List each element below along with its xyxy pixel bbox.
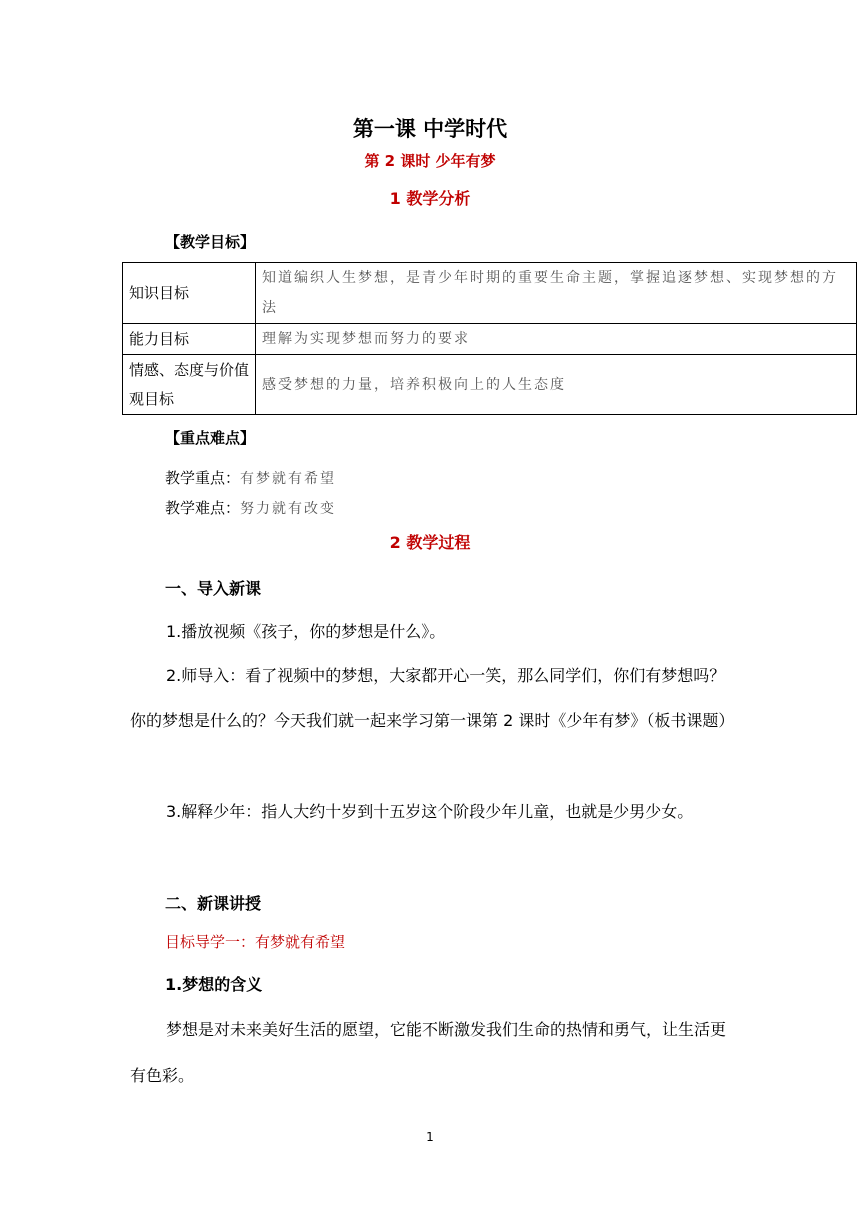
goal-label-emotion: 情感、态度与价值观目标 [123,355,256,415]
section-teaching-process: 2 教学过程 [389,533,471,552]
goal-content-emotion: 感受梦想的力量，培养积极向上的人生态度 [256,355,857,415]
teaching-focus [165,467,336,488]
subheading-meaning: 1.梦想的含义 [165,975,263,994]
paragraph-meaning: 梦想是对未来美好生活的愿望，它能不断激发我们生命的热情和勇气，让生活更有色彩。 [130,1020,727,1085]
difficulty-value: 努力就有改变 [240,501,337,517]
focus-value: 有梦就有希望 [240,471,337,487]
paragraph-explain: 3.解释少年：指人大约十岁到十五岁这个阶段少年儿童，也就是少男少女。 [166,802,694,821]
paragraph-video: 1.播放视频《孩子，你的梦想是什么》。 [166,622,446,641]
part-new-lesson-heading: 二、新课讲授 [165,894,262,913]
goal-label-ability: 能力目标 [123,324,256,355]
teaching-difficulty [165,497,336,518]
goals-table [122,262,857,415]
section-teaching-analysis: 1 教学分析 [389,189,471,208]
lesson-subtitle: 第 2 课时 少年有梦 [364,152,496,170]
difficulty-label: 教学难点： [165,499,241,517]
keypoints-heading: 【重点难点】 [165,429,256,447]
page-number: 1 [426,1130,434,1144]
table-row [123,263,857,324]
focus-label: 教学重点： [165,469,241,487]
table-row [123,324,857,355]
lesson-title: 第一课 中学时代 [352,117,508,141]
goal-content-ability: 理解为实现梦想而努力的要求 [256,324,857,355]
table-row [123,355,857,415]
goal-content-knowledge: 知道编织人生梦想，是青少年时期的重要生命主题，掌握追逐梦想、实现梦想的方法 [256,263,857,324]
goal-guide-1: 目标导学一：有梦就有希望 [165,933,346,951]
goals-heading: 【教学目标】 [165,233,256,251]
paragraph-intro: 2.师导入：看了视频中的梦想，大家都开心一笑，那么同学们，你们有梦想吗？你的梦想是什么的？今天我们就一起来学习第一课第 2 课时《少年有梦》（板书课题） [130,666,735,730]
goal-label-knowledge: 知识目标 [123,263,256,324]
part-intro-heading: 一、导入新课 [165,579,262,598]
